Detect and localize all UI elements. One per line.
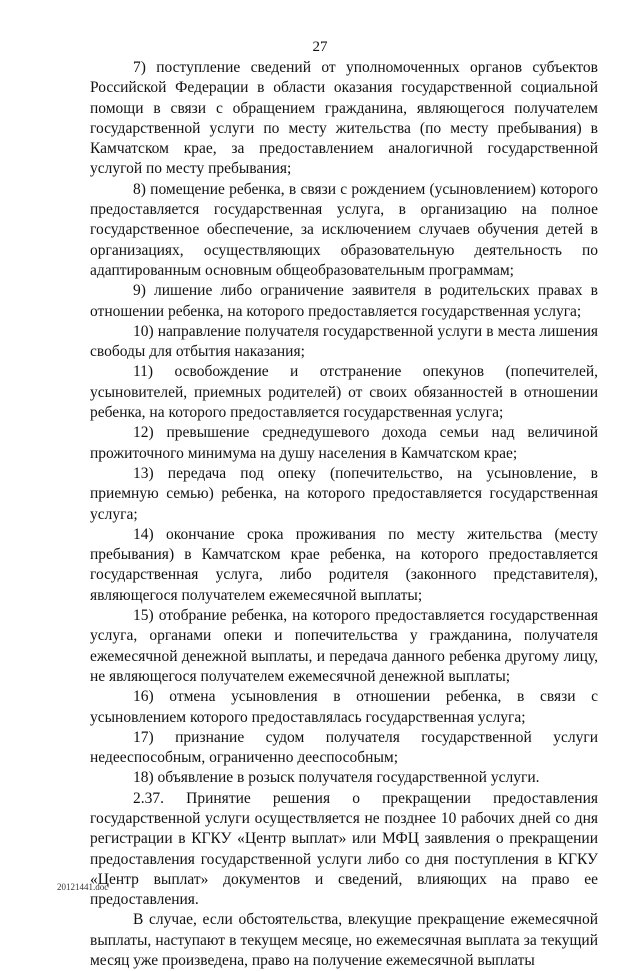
file-name-footer: 20121441.doc xyxy=(57,882,109,892)
paragraph-item-18: 18) объявление в розыск получателя государственной услуги. xyxy=(133,769,540,787)
paragraph-item-9: 9) лишение либо ограничение заявителя в родительских правах в отношении ребенка, на которого предоставляется государственная услуга; xyxy=(90,282,598,320)
paragraph-item-12: 12) превышение среднедушевого дохода семьи над величиной прожиточного минимума на душу населения в Камчатском крае; xyxy=(90,424,598,462)
page-number: 27 xyxy=(312,39,328,55)
paragraph-item-10: 10) направление получателя государственной услуги в места лишения свободы для отбытия наказания; xyxy=(90,322,598,361)
paragraph-item-17: 17) признание судом получателя государственной услуги недееспособным, ограниченно дееспособным; xyxy=(90,728,598,767)
paragraph-item-8: 8) помещение ребенка, в связи с рождением (усыновлением) которого предоставляется государственная услуга, в организацию на полное государственное обеспечение, за исключением случаев обучения детей в организациях, осуществляющих образовательную деятельность по адаптированным основным общеобразовательным программам; xyxy=(90,180,598,279)
document-body xyxy=(90,58,598,971)
paragraph-item-13: 13) передача под опеку (попечительство, на усыновление, в приемную семью) ребенка, на которого предоставляется государственная услуга; xyxy=(90,464,598,523)
paragraph-item-7: 7) поступление сведений от уполномоченных органов субъектов Российской Федерации в области оказания государственной социальной помощи в связи с обращением гражданина, являющегося получателем государственной услуги по месту жительства (по месту пребывания) в Камчатском крае, за предоставлением аналогичной государственной услугой по месту пребывания; xyxy=(90,59,598,178)
paragraph-item-16: 16) отмена усыновления в отношении ребенка, в связи с усыновлением которого предоставлялась государственная услуга; xyxy=(90,688,598,726)
paragraph-item-15: 15) отобрание ребенка, на которого предоставляется государственная услуга, органами опеки и попечительства у гражданина, получателя ежемесячной денежной выплаты, и передача данного ребенка другому лицу, не являющегося получателем ежемесячной денежной выплаты; xyxy=(90,607,598,685)
paragraph-item-11: 11) освобождение и отстранение опекунов (попечителей, усыновителей, приемных родителей) от своих обязанностей в отношении ребенка, на которого предоставляется государственная услуга; xyxy=(90,363,598,422)
paragraph-continuation: В случае, если обстоятельства, влекущие прекращение ежемесячной выплаты, наступают в текущем месяце, но ежемесячная выплата за текущий месяц уже произведена, право на получение ежемесячной выплаты xyxy=(90,911,598,970)
paragraph-item-14: 14) окончание срока проживания по месту жительства (месту пребывания) в Камчатском крае ребенка, на которого предоставляется государственная услуга, либо родителя (законного представителя), являющегося получателем ежемесячной выплаты; xyxy=(90,525,598,604)
paragraph-section-2-37: 2.37. Принятие решения о прекращении предоставления государственной услуги осуществляется не позднее 10 рабочих дней со дня регистрации в КГКУ «Центр выплат» или МФЦ заявления о прекращении предоставления государственной услуги либо со дня поступления в КГКУ «Центр выплат» документов и сведений, влияющих на право ее предоставления. xyxy=(90,789,598,909)
